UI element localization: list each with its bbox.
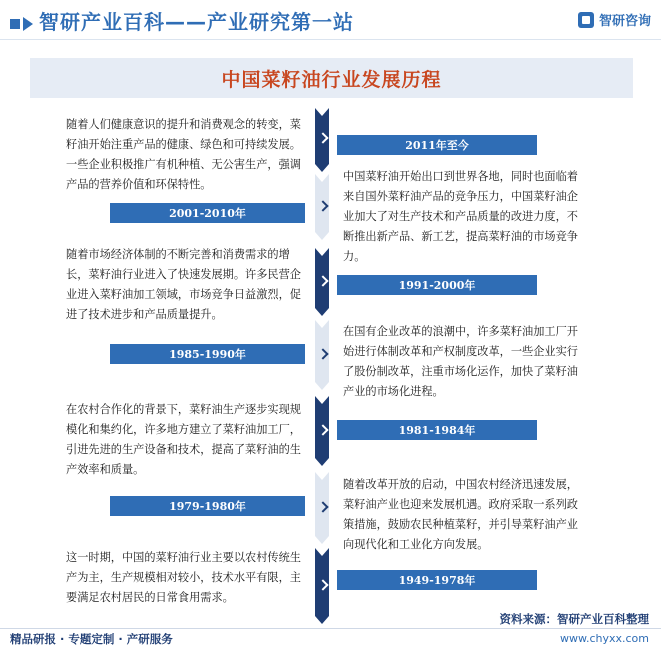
timeline-segment [315,174,329,240]
period-tag: 2011年至今 [337,135,537,155]
chevron-down-icon [317,200,328,211]
period-tag: 2001-2010年 [110,203,305,223]
timeline-segment [315,472,329,544]
header-square-icon [10,19,20,29]
period-description: 随着市场经济体制的不断完善和消费需求的增长，菜籽油行业进入了快速发展期。许多民营企业进入菜籽油加工领域，市场竞争日益激烈，促进了技术进步和产品质量提升。 [66,248,301,321]
timeline-spine [315,108,329,628]
header-arrow-icon [23,17,33,31]
chevron-down-icon [317,132,328,143]
footer-url[interactable]: www.chyxx.com [559,632,649,645]
brand-logo[interactable] [578,10,651,29]
chevron-down-icon [317,579,328,590]
period-tag: 1985-1990年 [110,344,305,364]
header [0,0,661,40]
timeline-segment [315,396,329,466]
period-tag: 1981-1984年 [337,420,537,440]
chevron-down-icon [317,275,328,286]
timeline-segment [315,548,329,624]
period-description: 在农村合作化的背景下，菜籽油生产逐步实现规模化和集约化，许多地方建立了菜籽油加工厂，引进先进的生产设备和技术，提高了菜籽油的生产效率和质量。 [66,403,301,476]
period-description: 中国菜籽油开始出口到世界各地，同时也面临着来自国外菜籽油产品的竞争压力，中国菜籽油企业加大了对生产技术和产品质量的改进力度，不断推出新产品、新工艺，提高菜籽油的市场竞争力。 [343,170,578,263]
page-title-bar [30,58,633,98]
period-description: 随着人们健康意识的提升和消费观念的转变，菜籽油开始注重产品的健康、绿色和可持续发展。一些企业积极推广有机种植、无公害生产，强调产品的营养价值和环保特性。 [66,118,301,191]
period-description: 随着改革开放的启动，中国农村经济迅速发展，菜籽油产业也迎来发展机遇。政府采取一系列政策措施，鼓励农民种植菜籽，并引导菜籽油产业向现代化和工业化方向发展。 [343,478,578,551]
period-tag: 1979-1980年 [110,496,305,516]
chevron-down-icon [317,501,328,512]
footer-services: 精品研报 · 专题定制 · 产研服务 [10,632,173,646]
header-title-wrap [10,6,354,35]
brand-name: 智研咨询 [598,14,651,29]
timeline-segment [315,320,329,390]
brand-icon [578,12,594,28]
period-description: 这一时期，中国的菜籽油行业主要以农村传统生产为主，生产规模相对较小，技术水平有限，主要满足农村居民的日常食用需求。 [66,551,301,604]
timeline-segment [315,248,329,316]
header-divider [0,39,661,40]
page-title: 中国菜籽油行业发展历程 [221,68,442,91]
source-note: 资料来源：智研产业百科整理 [499,612,649,626]
site-title: 智研产业百科——产业研究第一站 [39,10,354,34]
timeline-segment [315,108,329,172]
chevron-down-icon [317,348,328,359]
period-description: 在国有企业改革的浪潮中，许多菜籽油加工厂开始进行体制改革和产权制度改革，一些企业实行了股份制改革，注重市场化运作，加快了菜籽油产业的市场化进程。 [343,325,578,398]
chevron-down-icon [317,424,328,435]
period-tag: 1949-1978年 [337,570,537,590]
period-tag: 1991-2000年 [337,275,537,295]
